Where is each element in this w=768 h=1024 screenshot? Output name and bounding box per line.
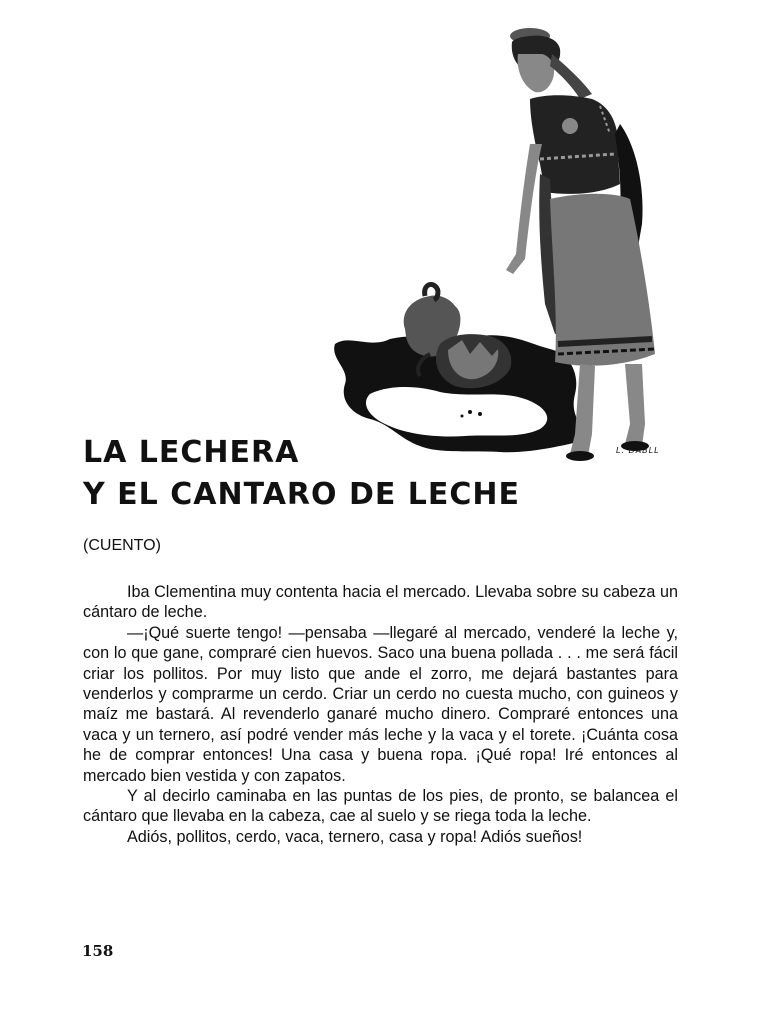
story-paragraph: Y al decirlo caminaba en las puntas de los pies, de pronto, se balancea el cántaro que llevaba en la cabeza, cae al suelo y se riega toda la leche. [83,787,678,826]
story-title [83,432,520,516]
story-paragraph: Iba Clementina muy contenta hacia el mercado. Llevaba sobre su cabeza un cántaro de leche. [83,583,678,622]
story-genre-label: (CUENTO) [83,537,161,554]
story-paragraph: Adiós, pollitos, cerdo, vaca, ternero, casa y ropa! Adiós sueños! [127,827,583,846]
story-title-line-2: Y EL CANTARO DE LECHE [83,477,521,512]
story-title-line-1: LA LECHERA [83,435,300,470]
page-number: 158 [82,942,114,960]
milkmaid-illustration [330,14,690,464]
story-paragraph: —¡Qué suerte tengo! —pensaba —llegaré al mercado, venderé la leche y, con lo que gane, compraré cien huevos. Saco una buena pollada . . . me será fácil criar los pollitos. Por muy listo que ande el zorro, me dejará bastantes para venderlos y comprarme un cerdo. Criar un cerdo no cuesta mucho, con guineos y maíz me bastará. Al revenderlo ganaré mucho dinero. Compraré entonces una vaca y un ternero, así podré vender más leche y la vaca y el torete. ¡Cuánta cosa he de comprar entonces! Una casa y buena ropa. ¡Qué ropa! Iré entonces al mercado bien vestida y con zapatos. [83,623,678,785]
story-body [83,582,678,847]
illustrator-signature: L. DABLL [616,446,660,455]
